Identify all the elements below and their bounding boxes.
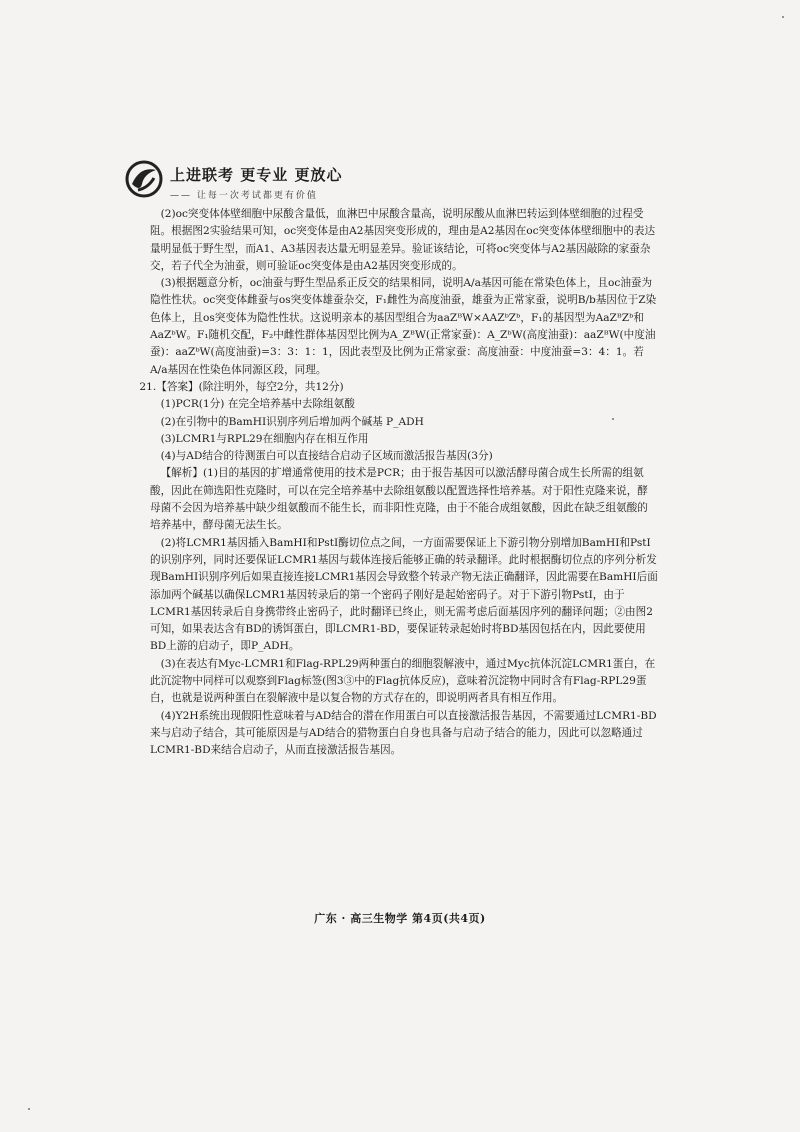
q21-heading: 21.【答案】(除注明外，每空2分，共12分) [139, 380, 344, 393]
q21-analysis-3: (3)在表达有Myc-LCMR1和Flag-RPL29两种蛋白的细胞裂解液中，通过Myc抗体沉淀LCMR1蛋白，在此沉淀物中同样可以观察到Flag标签(图3③中的Flag抗体反应)，意味着沉淀物中同时含有Flag-RPL29蛋白，也就是说两种蛋白在裂解液中是以复合物的方式存在的，即说明两者具有相互作用。 [150, 657, 656, 705]
q21-answer-1: (1)PCR(1分) 在完全培养基中去除组氨酸 [160, 398, 355, 411]
q21-answer-4: (4)与AD结合的待测蛋白可以直接结合启动子区域而激活报告基因(3分) [160, 450, 493, 463]
brand-subtitle: —— 让每一次考试都更有价值 [170, 191, 318, 201]
q20-part3: (3)根据题意分析，oc油蚕与野生型品系正反交的结果相同，说明A/a基因可能在常染色体上，且oc油蚕为隐性性状。oc突变体雌蚕与os突变体雄蚕杂交，F₁雌性为高度油蚕，雄蚕为正常家蚕，说明B/b基因位于Z染色体上，且os突变体为隐性性状。这说明亲本的基因型组合为aaZᴮW×AAZᵇZᵇ，F₁的基因型为AaZᴮZᵇ和AaZᵇW。F₁随机交配，F₂中雌性群体基因型比例为A_ZᴮW(正常家蚕)：A_ZᵇW(高度油蚕)：aaZᴮW(中度油蚕)：aaZᵇW(高度油蚕)=3：3：1：1，因此表型及比例为正常家蚕：高度油蚕：中度油蚕=3：4：1。若A/a基因在性染色体同源区段，同理。 [150, 277, 657, 376]
q21-analysis-1: 【解析】(1)目的基因的扩增通常使用的技术是PCR；由于报告基因可以激活酵母菌合成生长所需的组氨酸，因此在筛选阳性克隆时，可以在完全培养基中去除组氨酸以配置选择性培养基。对于阳性克隆来说，酵母菌不会因为培养基中缺少组氨酸而不能生长，而非阳性克隆，由于不能合成组氨酸，因此在缺乏组氨酸的培养基中，酵母菌无法生长。 [150, 467, 648, 532]
scan-speck [28, 1108, 30, 1110]
page-header [124, 160, 342, 201]
q21-analysis-4: (4)Y2H系统出现假阳性意味着与AD结合的潜在作用蛋白可以直接激活报告基因，不需要通过LCMR1-BD来与启动子结合，其可能原因是与AD结合的猎物蛋白自身也具备与启动子结合的能力，因此可以忽略通过LCMR1-BD来结合启动子，从而直接激活报告基因。 [150, 709, 657, 757]
q21-answer-2: (2)在引物中的BamHⅠ识别序列后增加两个碱基 P_ADH [160, 415, 424, 428]
scan-speck [782, 16, 784, 18]
scan-speck [612, 418, 614, 420]
q21-analysis-2: (2)将LCMR1基因插入BamHⅠ和PstⅠ酶切位点之间，一方面需要保证上下游引物分别增加BamHⅠ和PstⅠ的识别序列，同时还要保证LCMR1基因与载体连接后能够正确的转录翻译。此时根据酶切位点的序列分析发现BamHⅠ识别序列后如果直接连接LCMR1基因会导致整个转录产物无法正确翻译，因此需要在BamHⅠ后面添加两个碱基以确保LCMR1基因转录后的第一个密码子刚好是起始密码子。对于下游引物PstⅠ，由于LCMR1基因转录后自身携带终止密码子，此时翻译已终止，则无需考虑后面基因序列的翻译问题；②由图2可知，如果表达含有BD的诱饵蛋白，即LCMR1-BD，要保证转录起始时将BD基因包括在内，因此要使用BD上游的启动子，即P_ADH。 [150, 536, 658, 653]
q21-answer-3: (3)LCMR1与RPL29在细胞内存在相互作用 [160, 432, 369, 445]
brand-title: 上进联考 更专业 更放心 [170, 166, 343, 184]
q20-part2: (2)oc突变体体壁细胞中尿酸含量低，血淋巴中尿酸含量高，说明尿酸从血淋巴转运到体壁细胞的过程受阻。根据图2实验结果可知，oc突变体是由A2基因突变形成的，理由是A2基因在oc突变体体壁细胞中的表达量明显低于野生型，而A1、A3基因表达量无明显差异。验证该结论，可将oc突变体与A2基因敲除的家蚕杂交，若子代全为油蚕，则可验证oc突变体是由A2基因突变形成的。 [150, 208, 656, 272]
brand-logo-icon [124, 160, 164, 198]
answer-content [139, 206, 658, 760]
page-footer: 广东 · 高三生物学 第4页(共4页) [314, 912, 486, 925]
